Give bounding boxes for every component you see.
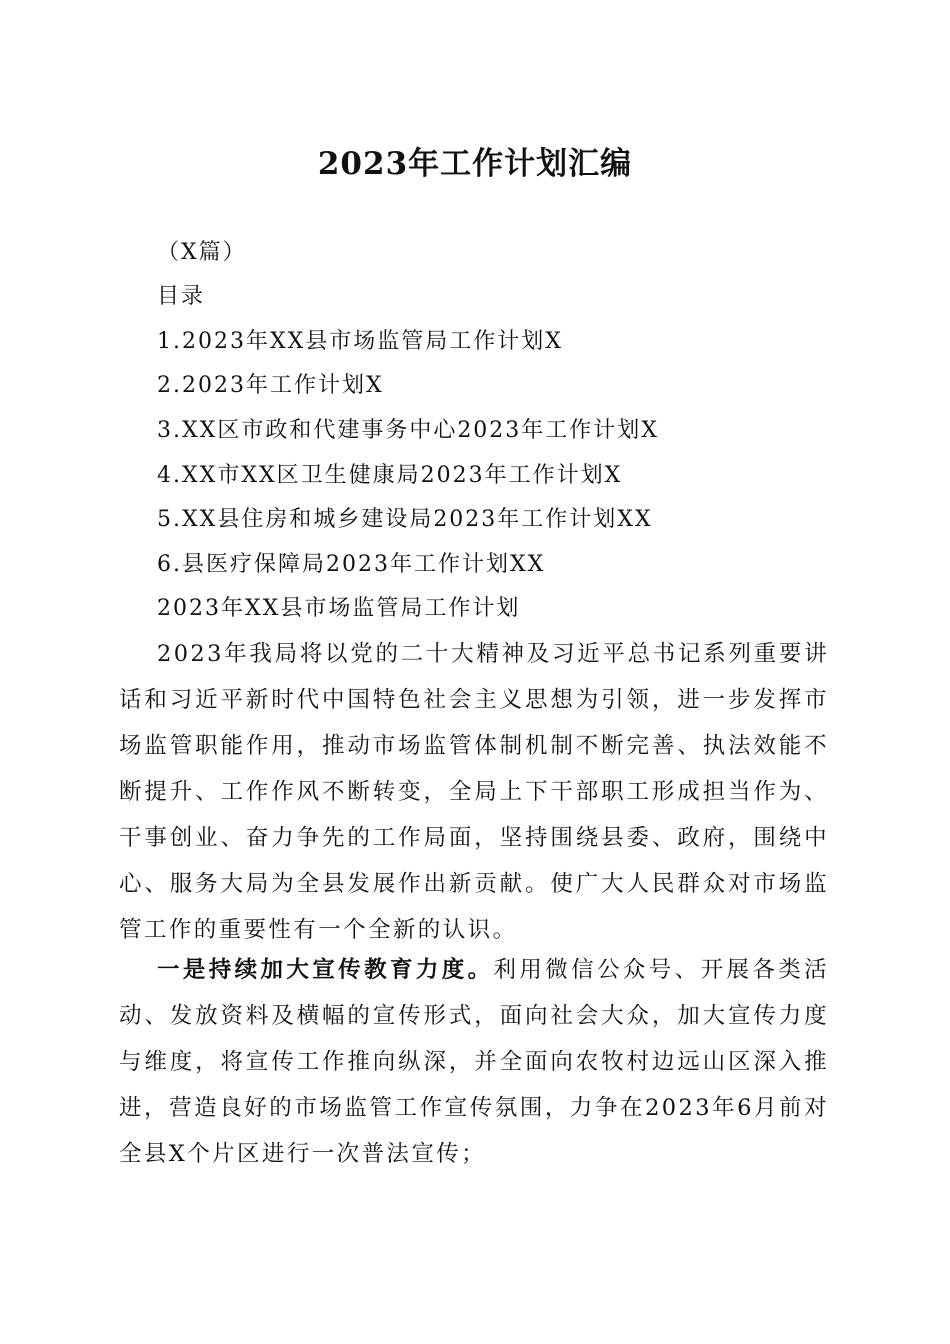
toc-item-2: 2.2023年工作计划X [157, 373, 384, 398]
toc-item-3: 3.XX区市政和代建事务中心2023年工作计划X [157, 418, 659, 443]
toc-heading: 目录 [157, 284, 206, 309]
section-title: 2023年XX县市场监管局工作计划 [157, 596, 521, 621]
toc-item-1: 1.2023年XX县市场监管局工作计划X [157, 329, 563, 354]
toc-item-5: 5.XX县住房和城乡建设局2023年工作计划XX [157, 507, 653, 532]
paragraph-publicity-text: 利用微信公众号、开展各类活动、发放资料及横幅的宣传形式，面向社会大众，加大宣传力度与维度，将宣传工作推向纵深，并全面向农牧村边远山区深入推进，营造良好的市场监管工作宣传氛围，力争在2023年6月前对全县X个片区进行一次普法宣传； [119, 957, 830, 1167]
toc-item-4: 4.XX市XX区卫生健康局2023年工作计划X [157, 463, 623, 488]
toc-item-6: 6.县医疗保障局2023年工作计划XX [157, 552, 546, 577]
volume-note: （X篇） [157, 240, 247, 265]
paragraph-lead: 一是持续加大宣传教育力度。 [157, 957, 494, 983]
paragraph-publicity [119, 947, 829, 1177]
document-title: 2023年工作计划汇编 [317, 146, 633, 182]
paragraph-intro: 2023年我局将以党的二十大精神及习近平总书记系列重要讲话和习近平新时代中国特色社会主义思想为引领，进一步发挥市场监管职能作用，推动市场监管体制机制不断完善、执法效能不断提升、工作作风不断转变，全局上下干部职工形成担当作为、干事创业、奋力争先的工作局面，坚持围绕县委、政府，围绕中心、服务大局为全县发展作出新贡献。使广大人民群众对市场监管工作的重要性有一个全新的认识。 [119, 641, 829, 943]
